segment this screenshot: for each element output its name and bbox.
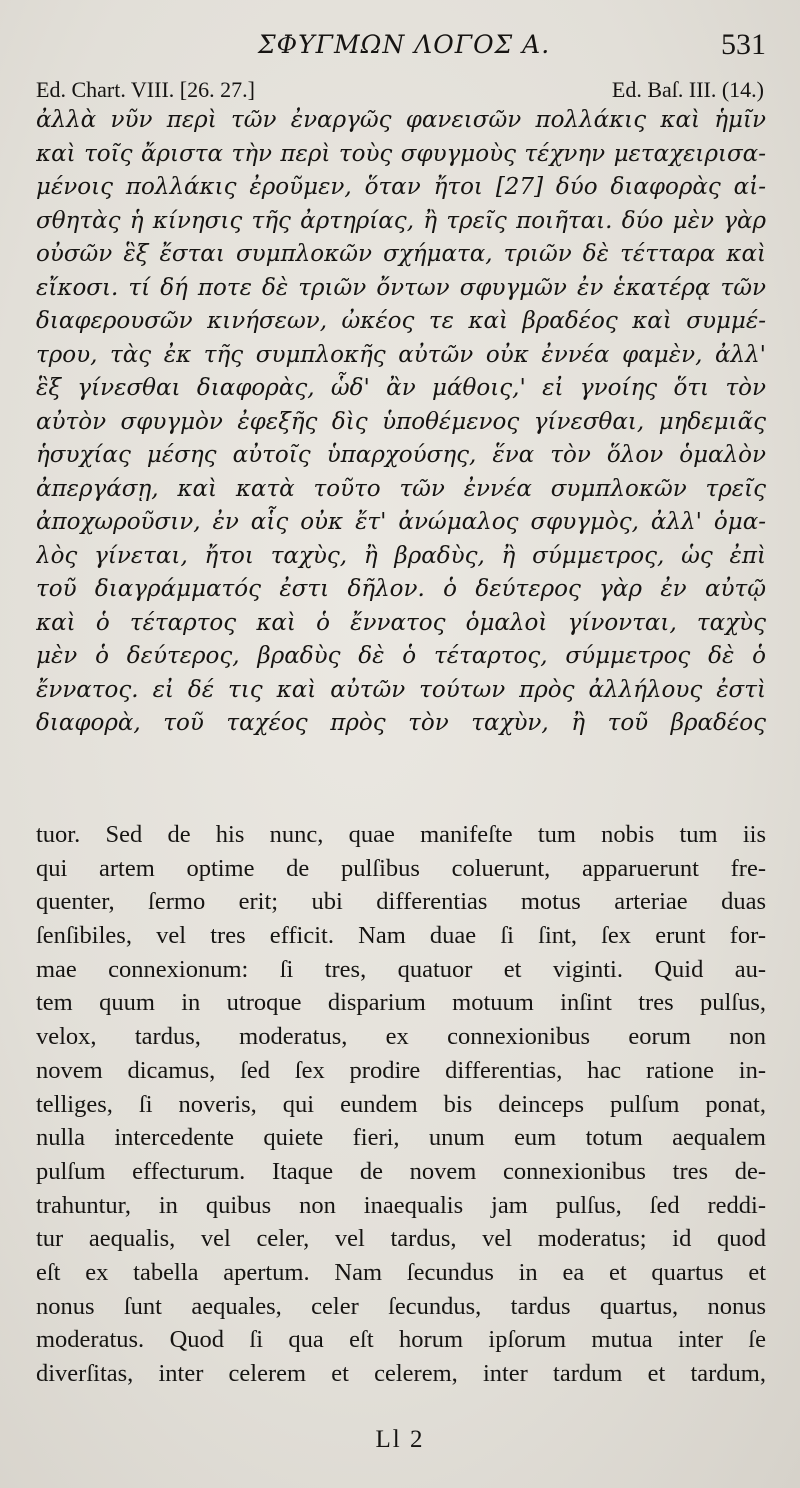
greek-line: διαφερουσῶν κινήσεων, ὠκέος τε καὶ βραδέος καὶ συμμέ- — [36, 308, 766, 334]
latin-line: moderatus. Quod ſi qua eſt horum ipſorum mutua inter ſe — [36, 1326, 766, 1354]
greek-line: ἔννατος. εἰ δέ τις καὶ αὐτῶν τούτων πρὸς ἀλλήλους ἐστὶ — [36, 676, 766, 703]
signature-mark: Ll 2 — [375, 1426, 425, 1453]
greek-line: τοῦ διαγράμματός ἐστι δῆλον. ὁ δεύτερος γὰρ ἐν αὐτῷ — [36, 576, 766, 602]
greek-line: λὸς γίνεται, ἤτοι ταχὺς, ἢ βραδὺς, ἢ σύμμετρος, ὡς ἐπὶ — [36, 542, 766, 569]
greek-line: ἀλλὰ νῦν περὶ τῶν ἐναργῶς φανεισῶν πολλάκις καὶ ἡμῖν — [36, 107, 766, 133]
latin-line: tuor. Sed de his nunc, quae manifeſte tum nobis tum iis — [36, 821, 766, 848]
latin-line: ſenſibiles, vel tres efficit. Nam duae ſi ſint, ſex erunt for- — [36, 922, 766, 950]
latin-line: velox, tardus, moderatus, ex connexionibus eorum non — [36, 1023, 766, 1051]
greek-line: οὐσῶν ἓξ ἔσται συμπλοκῶν σχήματα, τριῶν δὲ τέτταρα καὶ — [36, 241, 766, 267]
edition-basel-reference: Ed. Baſ. III. (14.) — [611, 77, 764, 102]
greek-line: εἴκοσι. τί δή ποτε δὲ τριῶν ὄντων σφυγμῶν ἐν ἑκατέρᾳ τῶν — [36, 274, 766, 301]
latin-line: trahuntur, in quibus non inaequalis jam pulſus, ſed reddi- — [36, 1191, 766, 1219]
edition-reference-line — [36, 77, 764, 105]
running-title: ΣΦΥΓΜΩΝ ΛΟΓΟΣ Α. — [258, 30, 551, 59]
latin-line: qui artem optime de pulſibus coluerunt, apparuerunt fre- — [36, 854, 766, 882]
greek-line: σθητὰς ἡ κίνησις τῆς ἀρτηρίας, ἢ τρεῖς ποιῆται. δύο μὲν γὰρ — [36, 207, 766, 234]
greek-line: μὲν ὁ δεύτερος, βραδὺς δὲ ὁ τέταρτος, σύμμετρος δὲ ὁ — [36, 643, 766, 669]
latin-line: tur aequalis, vel celer, vel tardus, vel moderatus; id quod — [36, 1225, 766, 1253]
greek-line: αὐτὸν σφυγμὸν ἐφεξῆς δὶς ὑποθέμενος γίνεσθαι, μηδεμιᾶς — [36, 408, 766, 435]
latin-line: telliges, ſi noveris, qui eundem bis deinceps pulſum ponat, — [36, 1090, 766, 1118]
latin-line: nulla intercedente quiete fieri, unum eum totum aequalem — [36, 1124, 766, 1152]
latin-line: novem dicamus, ſed ſex prodire differentias, hac ratione in- — [36, 1056, 766, 1084]
greek-line: ἀπεργάσῃ, καὶ κατὰ τοῦτο τῶν ἐννέα συμπλοκῶν τρεῖς — [36, 475, 766, 502]
greek-line: ἀποχωροῦσιν, ἐν αἷς οὐκ ἔτ' ἀνώμαλος σφυγμὸς, ἀλλ' ὁμα- — [36, 509, 766, 535]
greek-line: τρου, τὰς ἐκ τῆς συμπλοκῆς αὐτῶν οὐκ ἐννέα φαμὲν, ἀλλ' — [36, 341, 766, 368]
greek-line: ἡσυχίας μέσης αὐτοῖς ὑπαρχούσης, ἕνα τὸν ὅλον ὁμαλὸν — [36, 442, 766, 468]
latin-line: eſt ex tabella apertum. Nam ſecundus in ea et quartus et — [36, 1258, 766, 1286]
latin-line: mae connexionum: ſi tres, quatuor et viginti. Quid au- — [36, 955, 766, 983]
edition-chartier-reference: Ed. Chart. VIII. [26. 27.] — [36, 77, 255, 102]
greek-line: διαφορὰ, τοῦ ταχέος πρὸς τὸν ταχὺν, ἢ τοῦ βραδέος — [36, 710, 766, 736]
greek-line: καὶ ὁ τέταρτος καὶ ὁ ἔννατος ὁμαλοὶ γίνονται, ταχὺς — [36, 609, 766, 636]
page-number: 531 — [721, 28, 766, 61]
greek-text-block — [36, 104, 766, 741]
greek-line: μένοις πολλάκις ἐροῦμεν, ὅταν ἤτοι [27] δύο διαφορὰς αἰ- — [36, 174, 766, 200]
latin-line: diverſitas, inter celerem et celerem, inter tardum et tardum, — [36, 1360, 766, 1387]
latin-line: quenter, ſermo erit; ubi differentias motus arteriae duas — [36, 888, 766, 916]
latin-line: tem quum in utroque disparium motuum inſint tres pulſus, — [36, 989, 766, 1017]
latin-line: nonus ſunt aequales, celer ſecundus, tardus quartus, nonus — [36, 1292, 766, 1320]
greek-line: ἓξ γίνεσθαι διαφορὰς, ὧδ' ἂν μάθοις,' εἰ γνοίης ὅτι τὸν — [36, 375, 766, 401]
page-header — [0, 30, 800, 64]
latin-text-block — [36, 818, 766, 1391]
latin-line: pulſum effecturum. Itaque de novem connexionibus tres de- — [36, 1157, 766, 1185]
greek-line: καὶ τοῖς ἄριστα τὴν περὶ τοὺς σφυγμοὺς τέχνην μεταχειρισα- — [36, 140, 766, 167]
